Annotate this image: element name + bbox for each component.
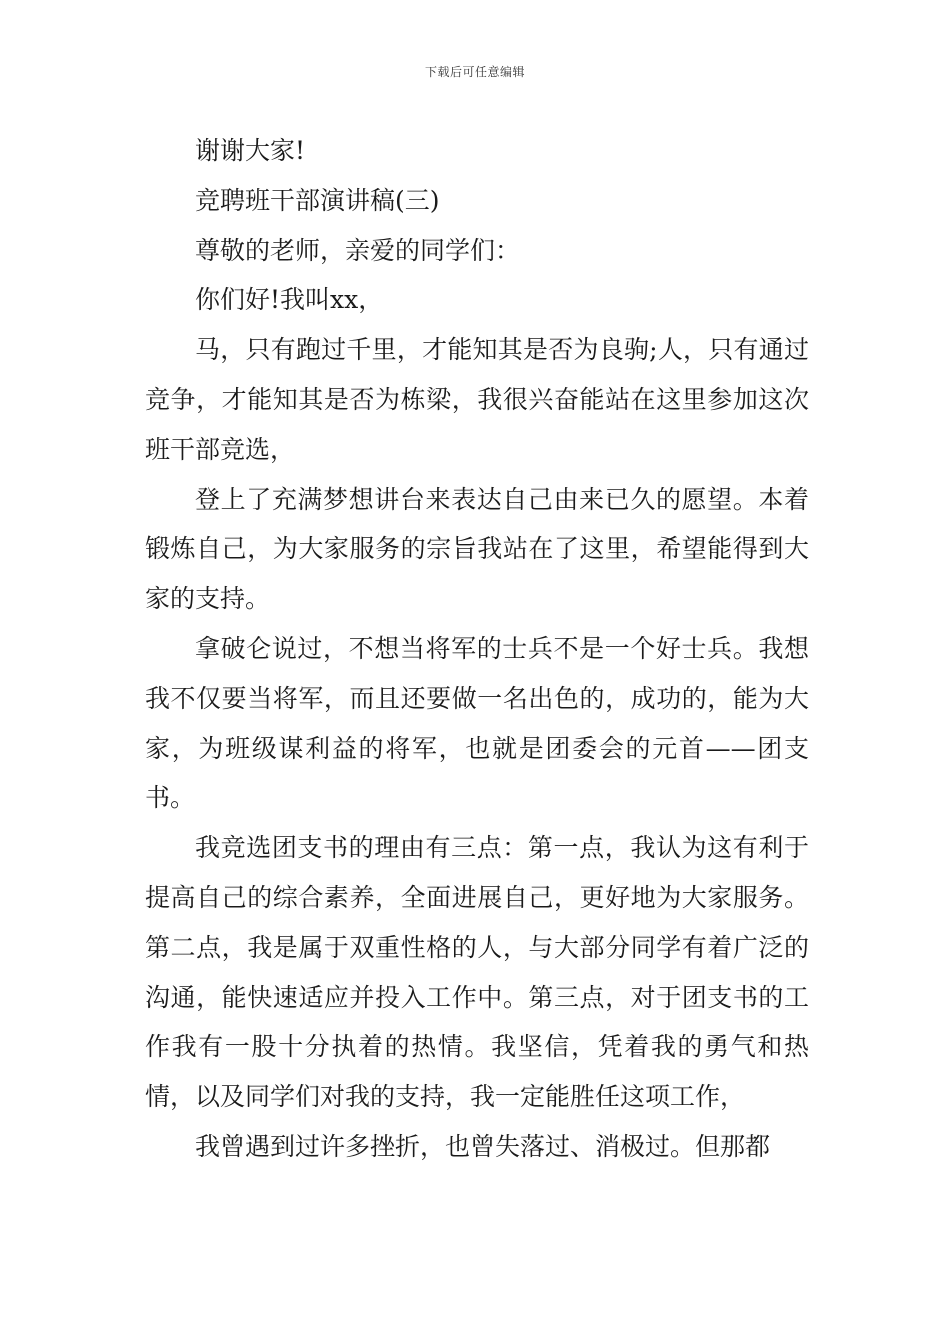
paragraph-thanks: 谢谢大家!	[195, 136, 306, 165]
page-header: 下载后可任意编辑	[424, 65, 525, 79]
paragraph-greeting: 你们好!我叫xx，	[195, 285, 384, 315]
paragraph-napoleon: 拿破仑说过，不想当将军的士兵不是一个好士兵。我想我不仅要当将军，而且还要做一名出色的，成功的，能为大家，为班级谋利益的将军，也就是团委会的元首——团支书。	[145, 633, 809, 813]
paragraph-horse: 马，只有跑过千里，才能知其是否为良驹;人，只有通过竞争，才能知其是否为栋梁，我很兴奋能站在这里参加这次班干部竞选，	[145, 335, 809, 464]
document-body	[145, 126, 809, 1172]
paragraph-setbacks: 我曾遇到过许多挫折，也曾失落过、消极过。但那都	[195, 1131, 771, 1161]
paragraph-salutation: 尊敬的老师，亲爱的同学们：	[195, 235, 521, 265]
paragraph-title: 竞聘班干部演讲稿(三)	[195, 185, 440, 215]
paragraph-podium: 登上了充满梦想讲台来表达自己由来已久的愿望。本着锻炼自己，为大家服务的宗旨我站在了这里，希望能得到大家的支持。	[145, 484, 809, 614]
paragraph-reasons: 我竞选团支书的理由有三点：第一点，我认为这有利于提高自己的综合素养，全面进展自己，更好地为大家服务。第二点，我是属于双重性格的人，与大部分同学有着广泛的沟通，能快速适应并投入工作中。第三点，对于团支书的工作我有一股十分执着的热情。我坚信，凭着我的勇气和热情，以及同学们对我的支持，我一定能胜任这项工作，	[145, 833, 809, 1112]
